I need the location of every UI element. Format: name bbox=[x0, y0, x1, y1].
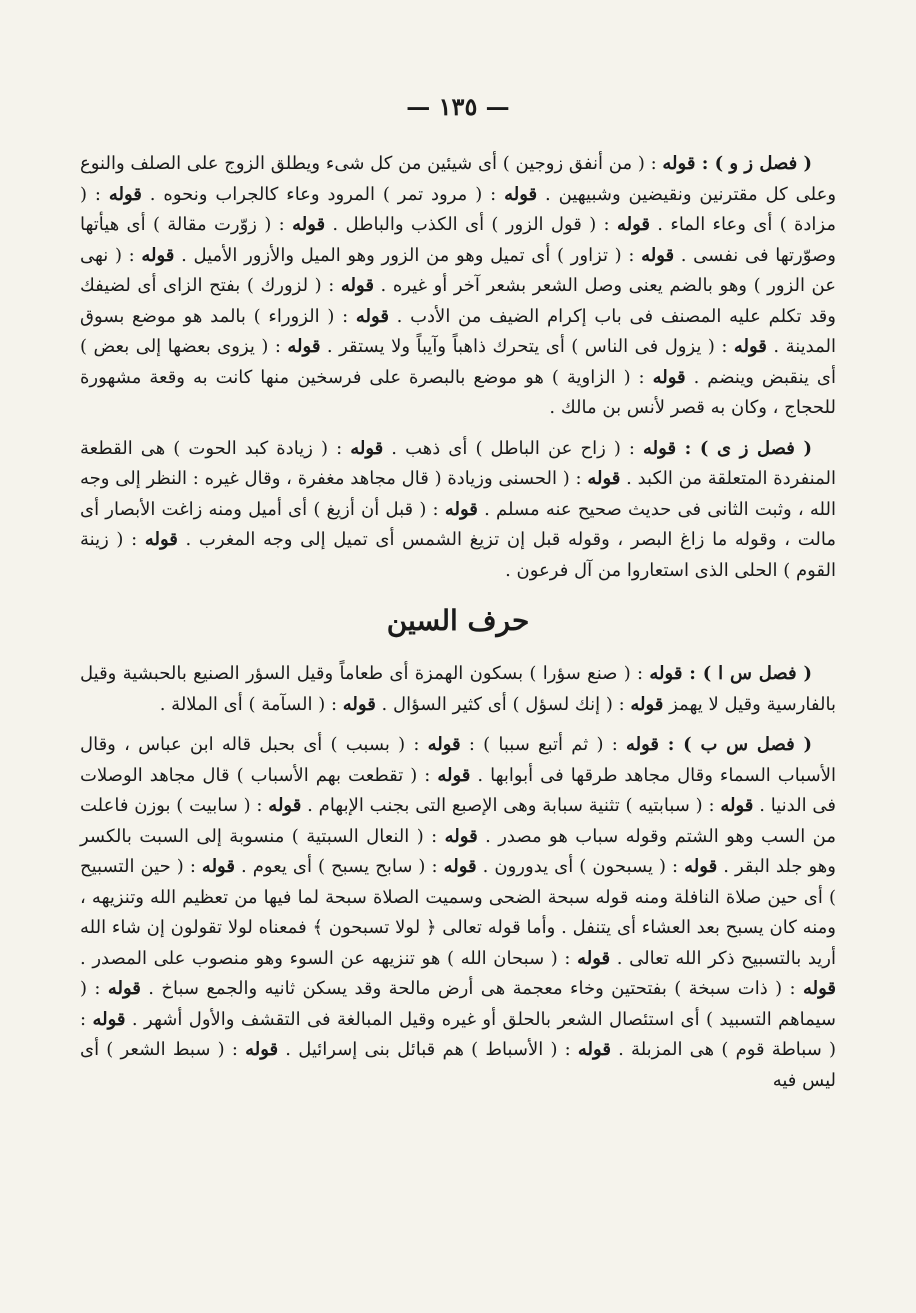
gloss-text: : ( السآمة ) أى الملالة . bbox=[159, 693, 343, 715]
gloss-text: : ( سابيت ) بوزن فاعلت من السب وهو الشتم وقوله سباب هو مصدر . bbox=[80, 795, 836, 847]
keyword-qawluhu: قوله bbox=[444, 825, 478, 847]
gloss-text: : ( الزوراء ) بالمد هو موضع بسوق المدينة . bbox=[80, 305, 836, 357]
section-heading: حرف السين bbox=[386, 604, 530, 637]
gloss-text: : ( سبابتيه ) تثنية سبابة وهى الإصبع التى بجنب الإبهام . bbox=[301, 795, 721, 816]
gloss-text: : ( تزاور ) أى تميل وهو من الزور وهو الميل والأزور الأميل . bbox=[174, 244, 642, 266]
keyword-qawluhu: قوله bbox=[201, 856, 235, 877]
gloss-text: : ( بسبب ) أى بحبل قاله ابن عباس ، وقال الأسباب السماء وقال مجاهد طرقها فى أبوابها . bbox=[80, 734, 837, 786]
keyword-qawluhu: قوله bbox=[342, 693, 376, 715]
gloss-text: : ( ذات سبخة ) بفتحتين وخاء معجمة هى أرض مالحة وقد يسكن ثانيه والجمع سباخ . bbox=[140, 978, 803, 999]
gloss-text: : ( إنك لسؤل ) أى كثير السؤال . bbox=[375, 693, 631, 715]
gloss-text: : ( زاح عن الباطل ) أى ذهب . bbox=[383, 437, 644, 459]
gloss-text: : ( تقطعت بهم الأسباب ) قال مجاهد الوصلات فى الدنيا . bbox=[80, 764, 836, 816]
gloss-text: : ( نهى عن الزور ) وهو بالضم يعنى وصل الشعر بشعر آخر أو غيره . bbox=[80, 244, 836, 296]
gloss-text: : ( مزادة ) أى وعاء الماء . bbox=[80, 183, 837, 235]
keyword-qawluhu: قوله bbox=[802, 978, 837, 999]
body-text-bottom bbox=[80, 659, 836, 1096]
keyword-qawluhu: قوله bbox=[616, 214, 650, 235]
keyword-qawluhu: قوله bbox=[577, 1039, 611, 1060]
keyword-qawluhu: قوله bbox=[350, 437, 384, 459]
keyword-qawluhu: قوله bbox=[720, 795, 754, 816]
keyword-qawluhu: قوله bbox=[287, 336, 321, 357]
keyword-qawluhu: قوله bbox=[92, 1008, 126, 1030]
page-number: — ١٣٥ — bbox=[406, 92, 510, 121]
gloss-text: : ( زيادة كبد الحوت ) هى القطعة المنفردة المتعلقة من الكبد . bbox=[80, 437, 837, 489]
gloss-text: : ( مرود تمر ) المرود وعاء كالجراب ونحوه . bbox=[141, 183, 505, 205]
keyword-qawluhu: قوله bbox=[652, 366, 686, 388]
keyword-qawluhu: ( فصل س ب ) : قوله bbox=[625, 734, 812, 755]
gloss-text: : ( قول الزور ) أى الكذب والباطل . bbox=[325, 214, 617, 235]
paragraph-fasl-sin-ba bbox=[80, 730, 836, 1096]
keyword-qawluhu: قوله bbox=[587, 468, 621, 489]
keyword-qawluhu: قوله bbox=[268, 795, 302, 816]
keyword-qawluhu: قوله bbox=[684, 856, 718, 877]
gloss-text: : ( الزاوية ) هو موضع بالبصرة على فرسخين منها كانت به وقعة مشهورة للحجاج ، وكان به قصر لأنس بن مالك . bbox=[80, 366, 836, 418]
gloss-text: : ( يسبحون ) أى يدورون . bbox=[476, 856, 685, 877]
keyword-qawluhu: قوله bbox=[641, 244, 675, 266]
keyword-qawluhu: قوله bbox=[107, 978, 141, 999]
keyword-qawluhu: ( فصل ز و ) : قوله bbox=[662, 153, 812, 174]
gloss-text: : ( قبل أن أزيغ ) أى أميل ومنه زاغت الأبصار أى مالت ، وقوله ما زاغ البصر ، وقوله قبل إن تزيغ الشمس أى تميل إلى وجه المغرب . bbox=[80, 498, 836, 550]
keyword-qawluhu: ( فصل ز ى ) : قوله bbox=[643, 437, 812, 459]
gloss-text: : ( الأسباط ) هم قبائل بنى إسرائيل . bbox=[278, 1039, 578, 1060]
keyword-qawluhu: قوله bbox=[144, 529, 178, 550]
keyword-qawluhu: قوله bbox=[108, 183, 142, 205]
paragraph-fasl-zay-waw bbox=[80, 149, 836, 424]
gloss-text: : ( زينة القوم ) الحلى الذى استعاروا من آل فرعون . bbox=[80, 529, 836, 581]
keyword-qawluhu: قوله bbox=[630, 693, 664, 715]
keyword-qawluhu: قوله bbox=[733, 336, 767, 357]
keyword-qawluhu: قوله bbox=[437, 764, 471, 786]
keyword-qawluhu: قوله bbox=[340, 275, 374, 296]
keyword-qawluhu: قوله bbox=[245, 1039, 279, 1060]
gloss-text: : ( الحسنى وزيادة ( قال مجاهد مغفرة ، وقال غيره : النظر إلى وجه الله ، وثبت الثانى فى حديث صحيح عنه مسلم . bbox=[80, 468, 836, 520]
gloss-text: : ( سبط الشعر ) أى ليس فيه bbox=[80, 1039, 836, 1091]
body-text-top bbox=[80, 149, 836, 586]
gloss-text: : ( زوّرت مقالة ) أى هيأتها وصوّرتها فى نفسى . bbox=[80, 214, 836, 266]
keyword-qawluhu: قوله bbox=[577, 947, 611, 969]
gloss-text: : ( سابح يسبح ) أى يعوم . bbox=[234, 856, 444, 877]
keyword-qawluhu: قوله bbox=[355, 305, 389, 327]
keyword-qawluhu: قوله bbox=[427, 734, 461, 755]
paragraph-fasl-zay-ya bbox=[80, 434, 836, 587]
keyword-qawluhu: ( فصل س ا ) : قوله bbox=[649, 663, 812, 684]
gloss-text: : ( يزول فى الناس ) أى يتحرك ذاهباً وآيباً ولا يستقر . bbox=[320, 336, 734, 357]
keyword-qawluhu: قوله bbox=[504, 183, 538, 205]
gloss-text: : ( حين التسبيح ) أى حين صلاة النافلة ومنه قوله سبحة الضحى وسميت الصلاة سبحة لما فيها من تعظيم الله وتنزيهه ، ومنه كان يسبح بعد العشاء أى يتنفل . وأما قوله تعالى ﴿ لولا تسبحون ﴾ فمعناه لولا تقولون إن شاء الله أريد بالتسبيح ذكر الله تعالى . bbox=[80, 856, 836, 969]
gloss-text: : ( ثم أتبع سببا ) : bbox=[460, 734, 626, 755]
gloss-text: : ( من أنفق زوجين ) أى شيئين من كل شىء ويطلق الزوج على الصلف والنوع وعلى كل مقترنين ونقيضين وشبيهين . bbox=[80, 153, 837, 205]
gloss-text: : ( النعال السبتية ) منسوبة إلى السبت بالكسر وهو جلد البقر . bbox=[80, 825, 836, 877]
gloss-text: : ( لزورك ) بفتح الزاى أى لضيفك وقد تكلم عليه المصنف فى باب إكرام الضيف من الأدب . bbox=[80, 275, 836, 327]
keyword-qawluhu: قوله bbox=[443, 856, 477, 877]
gloss-text: : ( يزوى بعضها إلى بعض ) أى ينقبض وينضم . bbox=[80, 336, 836, 388]
paragraph-fasl-sin-alif bbox=[80, 659, 836, 720]
gloss-text: : ( سبحان الله ) هو تنزيهه عن السوء وهو منصوب على المصدر . bbox=[80, 947, 578, 969]
keyword-qawluhu: قوله bbox=[141, 244, 175, 266]
gloss-text: : ( سيماهم التسبيد ) أى استئصال الشعر بالحلق أو غيره وقيل المبالغة فى التقشف والأول أشهر . bbox=[80, 978, 836, 1030]
keyword-qawluhu: قوله bbox=[444, 498, 478, 520]
gloss-text: : ( سباطة قوم ) هى المزبلة . bbox=[80, 1008, 836, 1060]
gloss-text: : ( صنع سؤرا ) بسكون الهمزة أى طعاماً وقيل السؤر الصنيع بالحبشية وقيل بالفارسية وقيل لا يهمز bbox=[80, 663, 836, 715]
keyword-qawluhu: قوله bbox=[292, 214, 326, 235]
